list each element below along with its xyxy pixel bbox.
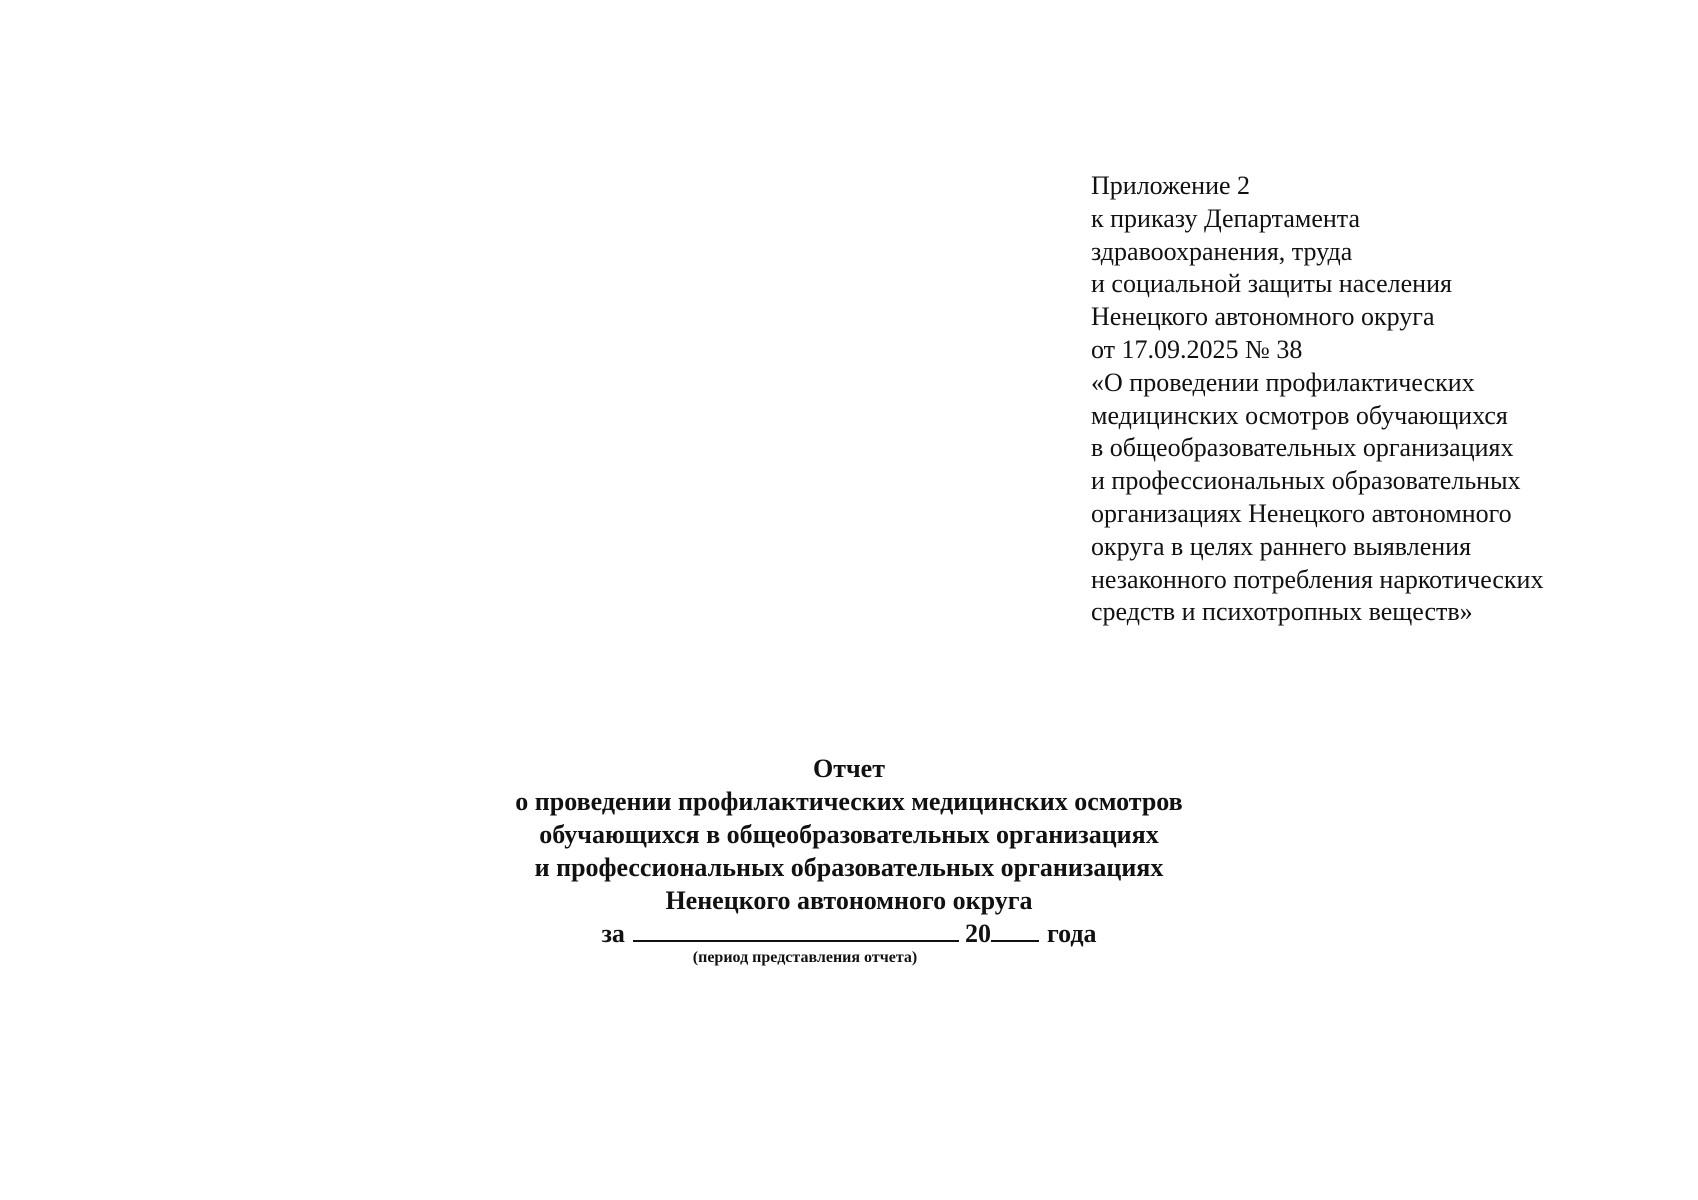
report-subtitle-line: и профессиональных образовательных организациях [534, 853, 1164, 882]
appendix-line: организациях Ненецкого автономного [1091, 498, 1512, 528]
appendix-line: в общеобразовательных организациях [1091, 433, 1514, 463]
appendix-header [1091, 170, 1651, 629]
year-blank-field[interactable] [991, 939, 1039, 942]
report-subtitle-line: обучающихся в общеобразовательных организациях [539, 820, 1159, 849]
appendix-line: Ненецкого автономного округа [1091, 302, 1435, 332]
appendix-line: Приложение 2 [1091, 171, 1251, 200]
period-prefix: за [601, 919, 625, 948]
appendix-line: и социальной защиты населения [1091, 269, 1452, 299]
appendix-line: средств и психотропных веществ» [1091, 597, 1473, 627]
appendix-line: округа в целях раннего выявления [1091, 531, 1472, 561]
appendix-line: здравоохранения, труда [1091, 236, 1353, 266]
report-title-block [349, 752, 1349, 950]
report-period-row [349, 917, 1349, 950]
appendix-line: незаконного потребления наркотических [1091, 564, 1544, 594]
period-caption: (период представления отчета) [692, 949, 918, 966]
year-suffix: года [1046, 919, 1097, 948]
report-subtitle-line: о проведении профилактических медицинских осмотров [515, 787, 1183, 816]
period-blank-field[interactable] [633, 939, 959, 942]
appendix-line: медицинских осмотров обучающихся [1091, 400, 1508, 430]
appendix-line: и профессиональных образовательных [1091, 466, 1521, 496]
appendix-line: «О проведении профилактических [1091, 367, 1475, 397]
year-prefix: 20 [964, 919, 991, 948]
appendix-line: к приказу Департамента [1091, 203, 1361, 233]
appendix-line: от 17.09.2025 № 38 [1091, 334, 1303, 364]
report-subtitle-line: Ненецкого автономного округа [665, 886, 1033, 915]
report-title: Отчет [813, 754, 885, 783]
